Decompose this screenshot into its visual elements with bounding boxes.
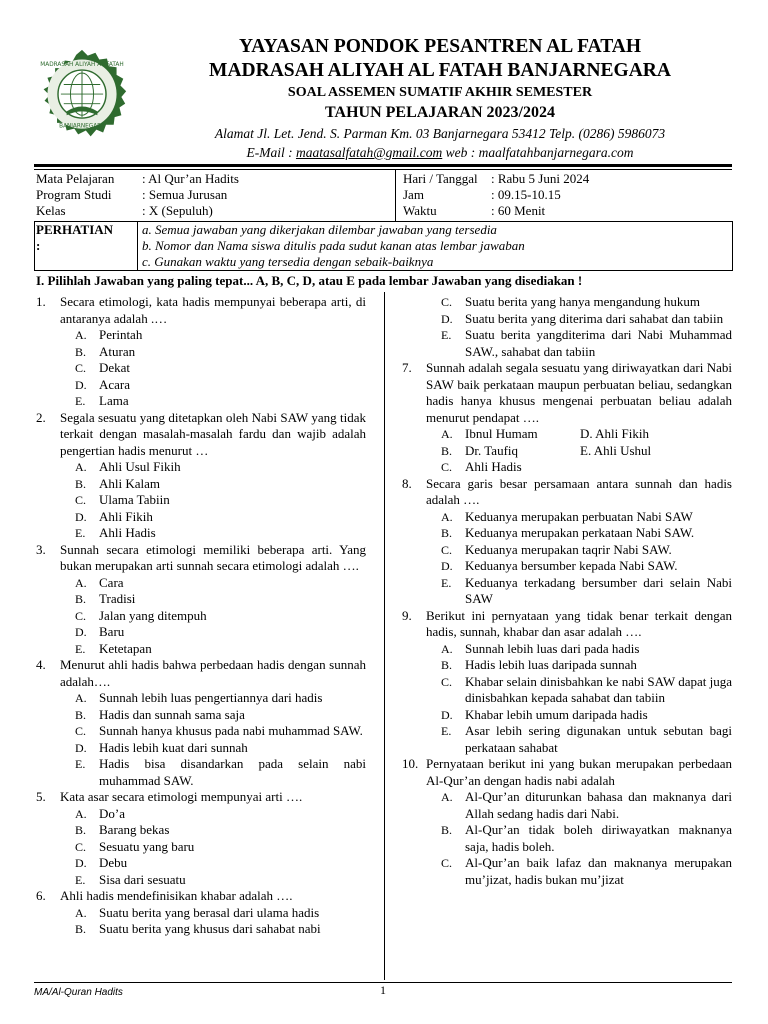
question <box>402 476 732 509</box>
day-value: : Rabu 5 Juni 2024 <box>491 171 590 186</box>
answer-option <box>402 525 732 542</box>
notice-rule <box>34 270 732 271</box>
question-text: Segala sesuatu yang ditetapkan oleh Nabi SAW yang tidak terkait dengan masalah-masalah fardu dan wajib adalah pengertian hadis menurut … <box>60 409 366 458</box>
option-letter: B. <box>441 443 453 458</box>
option-letter: C. <box>75 724 87 738</box>
option-letter: A. <box>441 509 453 524</box>
option-letter: C. <box>441 542 453 557</box>
answer-option <box>36 575 366 592</box>
option-text: Suatu berita yang hanya mengandung hukum <box>465 294 701 309</box>
option-text: Cara <box>99 574 124 590</box>
question <box>402 360 732 426</box>
question-text: Berikut ini pernyataan yang tidak benar terkait dengan hadis, sunnah, khabar dan asar adalah …. <box>426 607 732 639</box>
option-letter: E. <box>75 394 86 408</box>
option-letter: B. <box>75 476 87 491</box>
answer-option <box>36 624 366 641</box>
option-text: Ahli Hadis <box>99 525 156 540</box>
time-value: : 09.15-10.15 <box>491 187 561 202</box>
answer-option <box>402 657 732 674</box>
answer-option <box>402 641 732 658</box>
answer-option <box>402 575 732 608</box>
option-text: D. Ahli Fikih <box>580 426 649 441</box>
duration-label: Waktu <box>403 203 437 218</box>
option-letter: B. <box>75 344 87 359</box>
option-letter: B. <box>441 526 453 540</box>
option-letter: A. <box>441 790 453 804</box>
option-letter: C. <box>75 361 87 375</box>
answer-option <box>36 839 366 856</box>
option-letter: D. <box>75 509 87 524</box>
answer-option <box>36 525 366 542</box>
question-number: 2. <box>36 409 46 425</box>
option-text: Baru <box>99 624 125 639</box>
option-text: Keduanya merupakan perbuatan Nabi SAW <box>465 508 693 524</box>
option-text: Suatu berita yang berasal dari ulama hadis <box>99 904 320 920</box>
question-text: Sunnah secara etimologi memiliki beberapa arti. Yang bukan merupakan arti sunnah secara etimologi adalah …. <box>60 541 366 573</box>
answer-option <box>36 806 366 823</box>
email-link[interactable]: maatasalfatah@gmail.com <box>295 145 443 160</box>
answer-option <box>441 459 580 476</box>
option-text: Sesuatu yang baru <box>99 838 195 854</box>
answer-option <box>402 674 732 707</box>
answer-option <box>441 443 580 460</box>
duration-value: : 60 Menit <box>491 203 546 218</box>
answer-option <box>402 509 732 526</box>
answer-option <box>36 690 366 707</box>
option-letter: A. <box>75 905 87 920</box>
question-number: 6. <box>36 888 46 903</box>
option-letter: C. <box>441 460 453 474</box>
option-text: Ahli Fikih <box>99 508 153 524</box>
option-letter: D. <box>75 625 87 639</box>
academic-year: TAHUN PELAJARAN 2023/2024 <box>325 104 555 121</box>
option-letter: D. <box>75 740 87 755</box>
option-letter: C. <box>441 674 453 689</box>
question-text: Ahli hadis mendefinisikan khabar adalah …. <box>60 888 293 903</box>
option-text: Acara <box>99 376 131 392</box>
question-text: Pernyataan berikut ini yang bukan merupakan perbedaan Al-Qur’an dengan hadis nabi adalah <box>426 756 732 788</box>
option-letter: C. <box>75 608 87 623</box>
class-label: Kelas <box>36 203 66 218</box>
answer-option <box>402 723 732 756</box>
footer-subject: MA/Al-Quran Hadits <box>34 987 123 998</box>
day-label: Hari / Tanggal <box>403 171 478 186</box>
option-text: Hadis lebih kuat dari sunnah <box>99 739 248 755</box>
option-text: Ahli Usul Fikih <box>99 459 181 474</box>
option-text: Sisa dari sesuatu <box>99 871 186 887</box>
option-letter: D. <box>75 856 87 870</box>
option-text: Khabar selain dinisbahkan ke nabi SAW dapat juga dinisbahkan kepada sahabat dan tabiin <box>465 673 732 705</box>
answer-option <box>36 591 366 608</box>
question-number: 9. <box>402 607 412 623</box>
option-letter: A. <box>75 575 87 590</box>
email-label: E-Mail : <box>246 145 296 160</box>
option-text: Asar lebih sering digunakan untuk sebutan bagi perkataan sahabat <box>465 723 732 755</box>
answer-option <box>36 476 366 493</box>
option-letter: A. <box>75 328 87 342</box>
option-text: Al-Qur’an diturunkan bahasa dan maknanya dari Allah sedang hadis dari Nabi. <box>465 789 732 821</box>
logo-text-top: MADRASAH ALIYAH AL FATAH <box>40 62 124 69</box>
answer-option <box>402 822 732 855</box>
option-letter: D. <box>75 377 87 392</box>
answer-option <box>36 377 366 394</box>
option-text: Keduanya terkadang bersumber dari selain Nabi SAW <box>465 574 732 606</box>
question-number: 7. <box>402 360 412 375</box>
answer-option <box>402 327 732 360</box>
option-text: Keduanya merupakan perkataan Nabi SAW. <box>465 525 695 540</box>
option-text: Sunnah hanya khusus pada nabi muhammad SAW. <box>99 723 363 738</box>
question <box>36 542 366 575</box>
answer-option <box>36 872 366 889</box>
option-text: Dekat <box>99 360 131 375</box>
answer-option <box>36 723 366 740</box>
option-letter: B. <box>75 592 87 606</box>
foundation-name: YAYASAN PONDOK PESANTREN AL FATAH <box>239 36 641 57</box>
option-letter: A. <box>441 641 453 656</box>
option-letter: E. <box>441 575 452 590</box>
question <box>36 410 366 460</box>
address: Alamat Jl. Let. Jend. S. Parman Km. 03 Banjarnegara 53412 Telp. (0286) 5986073 <box>214 126 666 141</box>
answer-option <box>36 393 366 410</box>
option-text: Jalan yang ditempuh <box>99 607 207 623</box>
answer-option <box>36 327 366 344</box>
answer-option <box>36 905 366 922</box>
notice-item: a. Semua jawaban yang dikerjakan dilembar jawaban yang tersedia <box>142 222 497 237</box>
option-text: Ibnul Humam <box>465 426 538 441</box>
option-letter: A. <box>75 806 87 821</box>
answer-option <box>402 542 732 559</box>
question <box>402 608 732 641</box>
option-text: Dr. Taufiq <box>465 442 519 458</box>
option-letter: A. <box>441 427 453 441</box>
notice-right-border <box>732 221 733 271</box>
notice-item: b. Nomor dan Nama siswa ditulis pada sudut kanan atas lembar jawaban <box>142 238 525 253</box>
answer-option <box>441 426 580 443</box>
option-letter: D. <box>441 559 453 573</box>
left-column <box>36 294 366 938</box>
option-letter: A. <box>75 691 87 705</box>
option-text: Aturan <box>99 343 136 359</box>
option-text: Perintah <box>99 327 143 342</box>
option-text: Keduanya merupakan taqrir Nabi SAW. <box>465 541 672 557</box>
question-text: Secara etimologi, kata hadis mempunyai beberapa arti, di antaranya adalah .… <box>60 294 366 326</box>
answer-option <box>402 855 732 888</box>
program-value: : Semua Jurusan <box>142 187 228 202</box>
question-number: 3. <box>36 541 46 557</box>
option-text: Ahli Hadis <box>465 459 522 474</box>
answer-option <box>36 855 366 872</box>
answer-option <box>36 492 366 509</box>
option-text: Al-Qur’an baik lafaz dan maknanya merupakan mu’jizat, hadis bukan mu’jizat <box>465 855 732 887</box>
option-text: Hadis lebih luas daripada sunnah <box>465 657 637 672</box>
program-label: Program Studi <box>36 187 112 202</box>
question-number: 5. <box>36 789 46 804</box>
school-name: MADRASAH ALIYAH AL FATAH BANJARNEGARA <box>209 60 671 81</box>
school-logo-emblem <box>34 48 130 144</box>
option-text: Barang bekas <box>99 822 170 837</box>
option-text: Lama <box>99 393 129 408</box>
option-letter: E. <box>75 526 86 540</box>
option-letter: B. <box>75 823 87 837</box>
option-letter: B. <box>75 922 87 936</box>
option-letter: B. <box>75 707 87 722</box>
option-letter: C. <box>441 856 453 870</box>
answer-option <box>402 294 732 311</box>
option-text: Debu <box>99 855 128 870</box>
exam-title: SOAL ASSEMEN SUMATIF AKHIR SEMESTER <box>287 85 593 100</box>
answer-option-row <box>402 443 732 460</box>
option-letter: E. <box>75 641 86 656</box>
option-letter: D. <box>441 707 453 722</box>
notice-label: PERHATIAN : <box>36 222 114 253</box>
notice-item: c. Gunakan waktu yang tersedia dengan sebaik-baiknya <box>142 254 434 269</box>
question-number: 1. <box>36 294 46 309</box>
question-text: Sunnah adalah segala sesuatu yang diriwayatkan dari Nabi SAW baik perkataan maupun perbuatan beliau, sedangkan hadis hanya khusus mengenai perbuatan beliau adalah menurut pendapat …. <box>426 360 732 425</box>
page-number: 1 <box>380 983 386 997</box>
subject-label: Mata Pelajaran <box>36 171 115 186</box>
option-text: Ketetapan <box>99 640 152 656</box>
answer-option-row <box>402 459 732 476</box>
answer-option <box>36 641 366 658</box>
subject-value: : Al Qur’an Hadits <box>142 171 239 186</box>
option-text: Keduanya bersumber kepada Nabi SAW. <box>465 558 678 573</box>
answer-option <box>36 608 366 625</box>
info-right-block <box>403 171 589 219</box>
answer-option <box>402 558 732 575</box>
header-divider-thick <box>34 164 732 167</box>
website: web : maalfatahbanjarnegara.com <box>442 145 634 160</box>
answer-option <box>36 921 366 938</box>
column-divider <box>384 292 385 980</box>
question-text: Kata asar secara etimologi mempunyai arti …. <box>60 789 303 804</box>
question <box>36 888 366 905</box>
option-letter: E. <box>75 872 86 887</box>
option-text: Ahli Kalam <box>99 475 161 491</box>
info-table-divider <box>395 170 396 221</box>
question-number: 8. <box>402 475 412 491</box>
question-number: 4. <box>36 657 46 672</box>
answer-option <box>36 822 366 839</box>
option-letter: D. <box>441 311 453 326</box>
option-text: E. Ahli Ushul <box>580 442 652 458</box>
option-letter: E. <box>441 724 452 738</box>
option-text: Sunnah lebih luas pengertiannya dari hadis <box>99 690 323 705</box>
question <box>402 756 732 789</box>
answer-option <box>36 740 366 757</box>
option-letter: B. <box>441 823 453 837</box>
option-letter: C. <box>75 839 87 854</box>
option-text: Al-Qur’an tidak boleh diriwayatkan maknanya saja, hadis boleh. <box>465 822 732 854</box>
option-text: Suatu berita yangditerima dari Nabi Muhammad SAW., sahabat dan tabiin <box>465 327 732 359</box>
option-letter: C. <box>75 493 87 507</box>
header-divider-thin <box>34 169 732 170</box>
option-letter: E. <box>441 328 452 342</box>
question-number: 10. <box>402 756 419 771</box>
section-instruction: I. Pilihlah Jawaban yang paling tepat... A, B, C, D, atau E pada lembar Jawaban yang disediakan ! <box>36 273 583 288</box>
option-text: Ulama Tabiin <box>99 492 170 507</box>
answer-option <box>402 311 732 328</box>
option-text: Suatu berita yang diterima dari sahabat dan tabiin <box>465 310 724 326</box>
option-text: Khabar lebih umum daripada hadis <box>465 706 648 722</box>
time-label: Jam <box>403 187 424 202</box>
answer-option <box>402 789 732 822</box>
notice-left-border <box>34 221 35 271</box>
question <box>36 294 366 327</box>
option-letter: B. <box>441 658 453 672</box>
logo-text-bottom: BANJARNEGARA <box>59 123 105 130</box>
answer-option <box>36 459 366 476</box>
question-text: Menurut ahli hadis bahwa perbedaan hadis dengan sunnah adalah…. <box>60 657 366 689</box>
option-letter: A. <box>75 460 87 474</box>
class-value: : X (Sepuluh) <box>142 203 213 218</box>
answer-option <box>402 707 732 724</box>
answer-option <box>36 707 366 724</box>
question-text: Secara garis besar persamaan antara sunnah dan hadis adalah …. <box>426 475 732 507</box>
info-left-block <box>36 171 239 219</box>
contact-line <box>140 145 740 161</box>
notice-divider <box>137 221 138 271</box>
option-text: Tradisi <box>99 591 136 606</box>
option-letter: C. <box>441 295 453 309</box>
answer-option <box>36 360 366 377</box>
option-text: Sunnah lebih luas dari pada hadis <box>465 640 640 656</box>
option-text: Hadis dan sunnah sama saja <box>99 706 245 722</box>
question <box>36 657 366 690</box>
option-text: Do’a <box>99 805 125 821</box>
option-text: Suatu berita yang khusus dari sahabat nabi <box>99 921 321 936</box>
answer-option <box>36 509 366 526</box>
option-letter: E. <box>75 757 86 771</box>
question <box>36 789 366 806</box>
answer-option <box>36 756 366 789</box>
right-column <box>402 294 732 888</box>
answer-option <box>36 344 366 361</box>
answer-option-row <box>402 426 732 443</box>
option-text: Hadis bisa disandarkan pada selain nabi muhammad SAW. <box>99 756 366 788</box>
